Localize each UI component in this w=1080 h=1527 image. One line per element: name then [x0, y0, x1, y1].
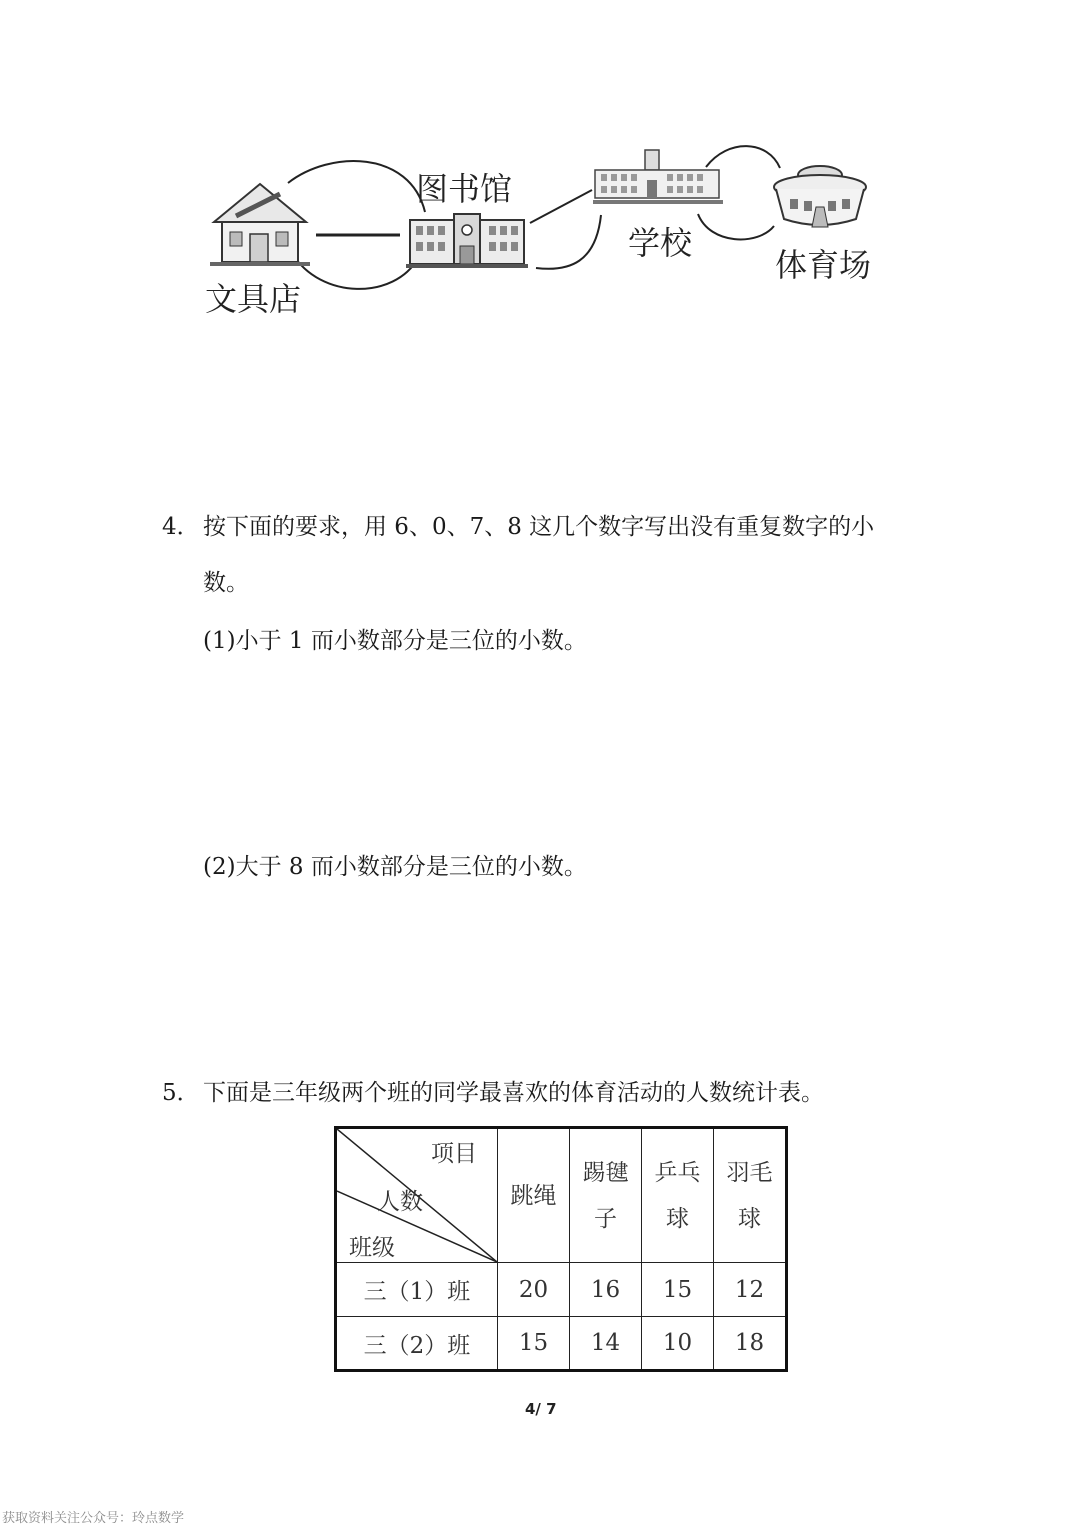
question-4-number: 4． [162, 514, 200, 540]
table-cell: 18 [714, 1317, 787, 1371]
column-header-jump-rope: 跳绳 [498, 1128, 570, 1263]
table-header-row [336, 1128, 787, 1263]
table-row [336, 1263, 787, 1317]
question-4-text-line1: 按下面的要求，用 6、0、7、8 这几个数字写出没有重复数字的小 [203, 514, 875, 540]
table-cell: 20 [498, 1263, 570, 1317]
place-label-library: 图书馆 [416, 170, 513, 208]
table-cell: 15 [642, 1263, 714, 1317]
question-4-part-2: (2)大于 8 而小数部分是三位的小数。 [203, 854, 587, 880]
row-label: 三（2）班 [336, 1317, 498, 1371]
question-4-part-1: (1)小于 1 而小数部分是三位的小数。 [203, 628, 587, 654]
question-5-number: 5． [162, 1080, 200, 1106]
table-cell: 14 [570, 1317, 642, 1371]
library-building-icon [406, 210, 528, 270]
corner-label-item: 项目 [431, 1141, 477, 1167]
row-label: 三（1）班 [336, 1263, 498, 1317]
column-header-badminton: 羽毛 球 [714, 1128, 787, 1263]
table-cell: 15 [498, 1317, 570, 1371]
column-header-table-tennis: 乒乓 球 [642, 1128, 714, 1263]
place-label-school: 学校 [628, 224, 693, 262]
stationery-store-icon [210, 178, 310, 268]
question-4-text-line2: 数。 [203, 570, 249, 596]
corner-label-class: 班级 [349, 1235, 395, 1261]
table-cell: 10 [642, 1317, 714, 1371]
page-number: 4/ 7 [525, 1400, 557, 1418]
school-building-icon [593, 146, 723, 208]
route-paths [0, 0, 1080, 330]
table-corner-cell [336, 1128, 498, 1263]
place-label-stadium: 体育场 [775, 246, 872, 284]
place-label-stationery: 文具店 [205, 280, 302, 318]
corner-label-people: 人数 [377, 1189, 423, 1215]
table-cell: 16 [570, 1263, 642, 1317]
table-cell: 12 [714, 1263, 787, 1317]
column-header-shuttlecock: 踢毽 子 [570, 1128, 642, 1263]
stadium-icon [770, 161, 870, 233]
question-5-text: 下面是三年级两个班的同学最喜欢的体育活动的人数统计表。 [203, 1080, 824, 1106]
sports-stats-table [334, 1126, 788, 1372]
table-row [336, 1317, 787, 1371]
watermark-text: 获取资料关注公众号：玲点数学 [2, 1511, 185, 1526]
